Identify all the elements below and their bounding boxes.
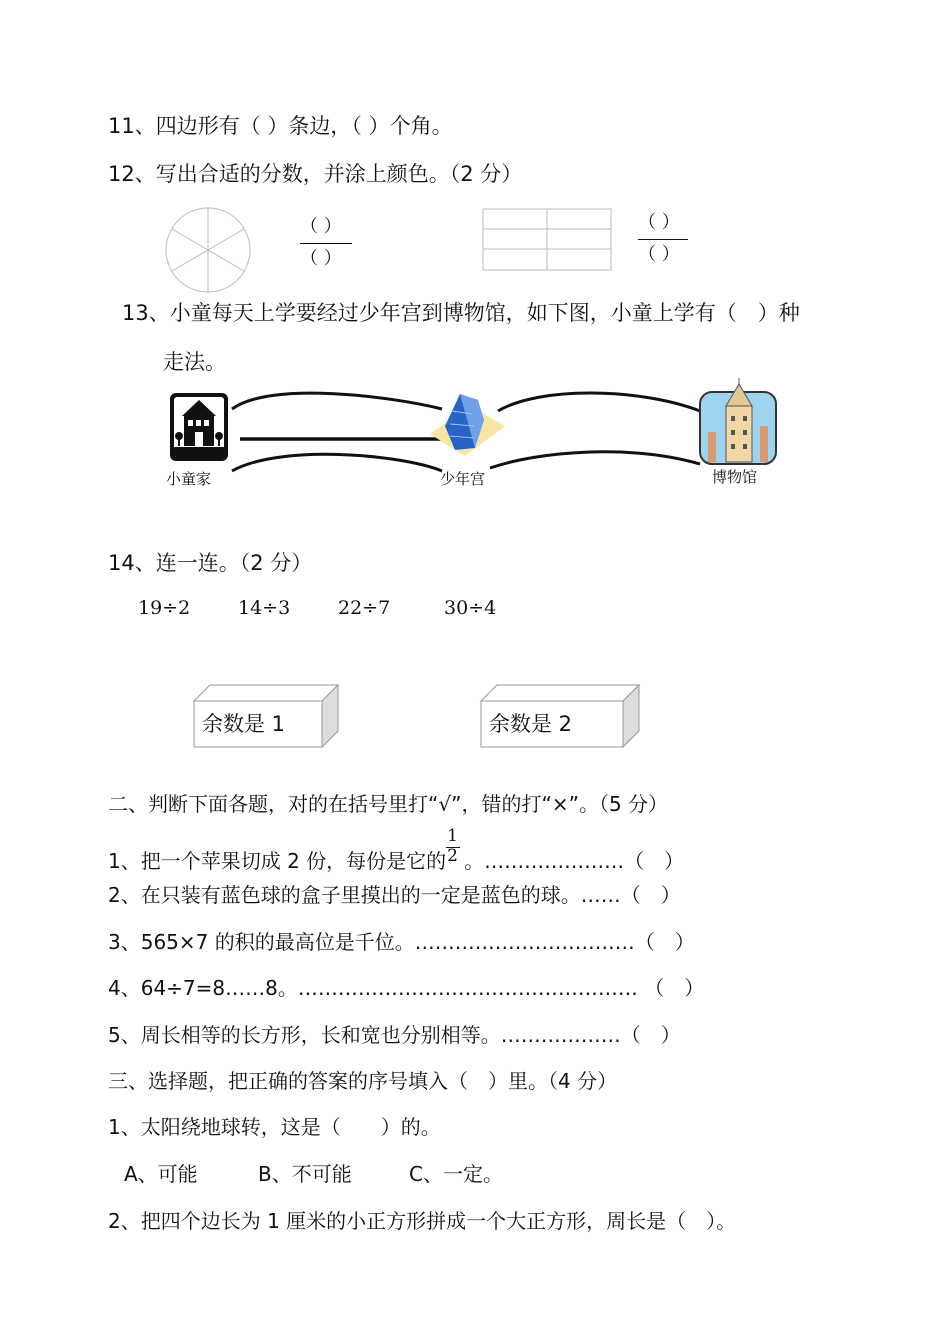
fraction-numerator-blank: （ ）: [638, 212, 680, 233]
choice-option-a: A、可能: [124, 1162, 198, 1186]
label-museum: 博物馆: [712, 468, 758, 486]
circle-sixths-figure: [160, 205, 260, 297]
judge-item-3: 3、565×7 的积的最高位是千位。……………………………（ ）: [108, 930, 695, 954]
fraction-denominator-blank: （ ）: [300, 248, 342, 269]
fraction-bar: [300, 243, 352, 244]
judge-item-2: 2、在只装有蓝色球的盒子里摸出的一定是蓝色的球。……（ ）: [108, 883, 681, 907]
question-13-cont: 走法。: [163, 350, 226, 374]
judge-item-answer: 。…………………（ ）: [464, 849, 685, 873]
question-13: 13、小童每天上学要经过少年宫到博物馆，如下图，小童上学有（ ）种: [122, 301, 800, 325]
question-12: 12、写出合适的分数，并涂上颜色。（2 分）: [108, 162, 523, 186]
fraction-numerator: 1: [447, 826, 458, 846]
division-item: 19÷2: [138, 597, 191, 619]
route-line: [490, 452, 700, 468]
section-2-title: 二、判断下面各题，对的在括号里打“√”，错的打“×”。（5 分）: [108, 792, 669, 816]
fraction-denominator: 2: [447, 846, 458, 866]
fraction-numerator-blank: （ ）: [300, 216, 342, 237]
division-item: 30÷4: [444, 597, 497, 619]
judge-item-4: 4、64÷7=8……8。…………………………………………… （ ）: [108, 976, 705, 1000]
fraction-bar: [638, 239, 688, 240]
choice-question-1: 1、太阳绕地球转，这是（ ）的。: [108, 1115, 441, 1139]
choice-question-2: 2、把四个边长为 1 厘米的小正方形拼成一个大正方形，周长是（ ）。: [108, 1209, 737, 1233]
fraction-half: [446, 826, 464, 868]
fraction-blank-1: [300, 212, 342, 270]
route-line: [232, 393, 442, 409]
museum-tower-icon: [700, 378, 776, 464]
choice-option-c: C、一定。: [409, 1162, 503, 1186]
route-line: [232, 454, 442, 471]
division-item: 22÷7: [338, 597, 391, 619]
section-3-title: 三、选择题，把正确的答案的序号填入（ ）里。（4 分）: [108, 1069, 618, 1093]
choice-option-b: B、不可能: [258, 1162, 352, 1186]
fraction-denominator-blank: （ ）: [638, 244, 680, 265]
rectangle-grid-figure: [482, 208, 614, 272]
label-palace: 少年宫: [440, 470, 486, 488]
judge-item-text: 1、把一个苹果切成 2 份，每份是它的: [108, 849, 447, 873]
judge-item-1: [108, 826, 685, 874]
remainder-box-1: 余数是 1: [202, 712, 286, 736]
house-icon: [170, 393, 228, 461]
division-item: 14÷3: [238, 597, 291, 619]
route-line: [498, 393, 700, 411]
label-home: 小童家: [166, 470, 212, 488]
question-11: 11、四边形有（ ）条边，（ ）个角。: [108, 114, 453, 138]
palace-building-icon: [430, 394, 505, 456]
remainder-box-2: 余数是 2: [489, 712, 573, 736]
question-14: 14、连一连。（2 分）: [108, 551, 313, 575]
fraction-blank-2: [638, 208, 680, 266]
judge-item-5: 5、周长相等的长方形，长和宽也分别相等。………………（ ）: [108, 1023, 681, 1047]
